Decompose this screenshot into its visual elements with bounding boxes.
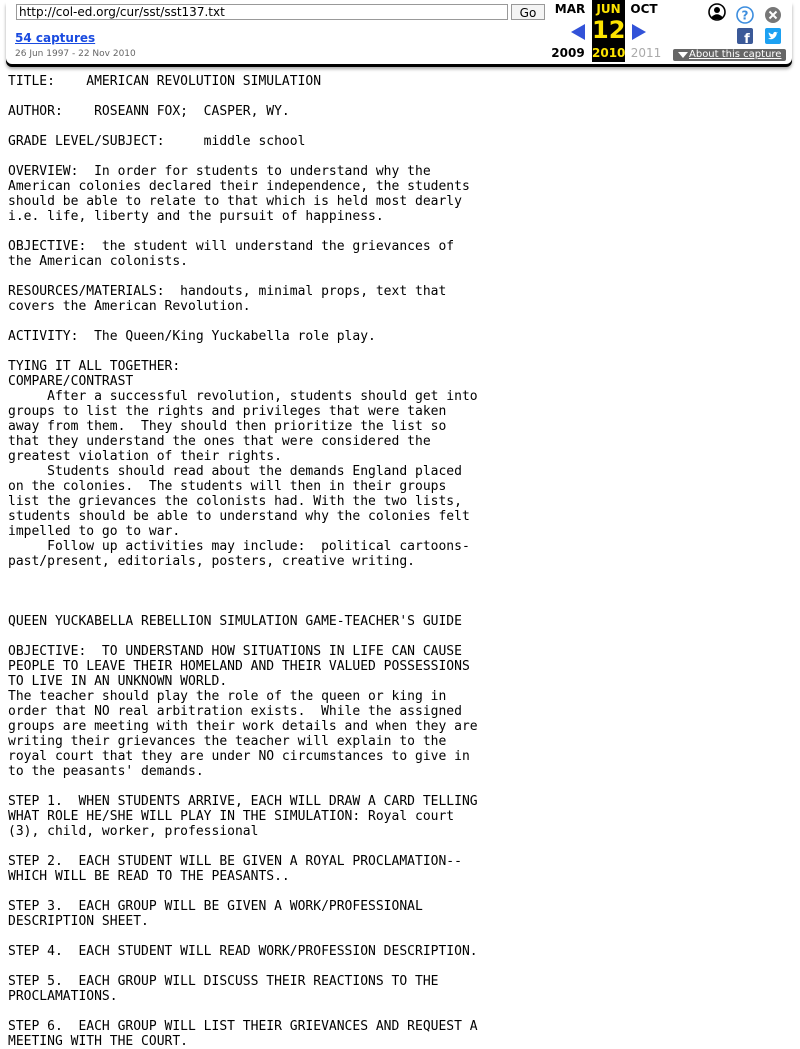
about-capture-button[interactable]: [673, 49, 786, 61]
help-icon[interactable]: [736, 6, 754, 24]
next-month-link[interactable]: OCT: [630, 2, 658, 16]
prev-year-link[interactable]: 2009: [551, 46, 585, 60]
prev-capture-arrow-icon[interactable]: [571, 24, 585, 40]
next-year: 2011: [630, 46, 662, 60]
go-button[interactable]: Go: [511, 4, 545, 20]
close-icon[interactable]: [764, 6, 782, 24]
svg-text:f: f: [744, 32, 750, 44]
prev-month-link[interactable]: MAR: [554, 2, 586, 16]
wayback-toolbar: [6, 0, 792, 64]
current-month: JUN: [596, 2, 621, 16]
capture-date-range: 26 Jun 1997 - 22 Nov 2010: [15, 49, 136, 59]
captures-link[interactable]: 54 captures: [15, 31, 96, 45]
current-year: 2010: [592, 46, 626, 60]
url-input[interactable]: [16, 4, 508, 20]
document-text: TITLE: AMERICAN REVOLUTION SIMULATION AUTHOR: ROSEANN FOX; CASPER, WY. GRADE LEVEL/SUBJECT: middle school OVERVIEW: In order for students to understand why the American colonies declared their independence, the students should be able to relate to that which is held most dearly i.e. life, liberty and the pursuit of happiness. OBJECTIVE: the student will understand the grievances of the American colonists. RESOURCES/MATERIALS: handouts, minimal props, text that covers the American Revolution. ACTIVITY: The Queen/King Yuckabella role play. TYING IT ALL TOGETHER: COMPARE/CONTRAST After a successful revolution, students should get into groups to list the rights and privileges that were taken away from them. They should then prioritize the list so that they understand the ones that were considered the greatest violation of their rights. Students should read about the demands England placed on the colonies. The students will then in their groups list the grievances the colonists had. With the two lists, students should be able to understand why the colonies felt impelled to go to war. Follow up activities may include: political cartoons- past/present, editorials, posters, creative writing. QUEEN YUCKABELLA REBELLION SIMULATION GAME-TEACHER'S GUIDE OBJECTIVE: TO UNDERSTAND HOW SITUATIONS IN LIFE CAN CAUSE PEOPLE TO LEAVE THEIR HOMELAND AND THEIR VALUED POSSESSIONS TO LIVE IN AN UNKNOWN WORLD. The teacher should play the role of the queen or king in order that NO real arbitration exists. While the assigned groups are meeting with their work details and when they are writing their grievances the teacher will explain to the royal court that they are under NO circumstances to give in to the peasants' demands. STEP 1. WHEN STUDENTS ARRIVE, EACH WILL DRAW A CARD TELLING WHAT ROLE HE/SHE WILL PLAY IN THE SIMULATION: Royal court (3), child, worker, professional STEP 2. EACH STUDENT WILL BE GIVEN A ROYAL PROCLAMATION-- WHICH WILL BE READ TO THE PEASANTS.. STEP 3. EACH GROUP WILL BE GIVEN A WORK/PROFESSIONAL DESCRIPTION SHEET. STEP 4. EACH STUDENT WILL READ WORK/PROFESSION DESCRIPTION. STEP 5. EACH GROUP WILL DISCUSS THEIR REACTIONS TO THE PROCLAMATIONS. STEP 6. EACH GROUP WILL LIST THEIR GRIEVANCES AND REQUEST A MEETING WITH THE COURT.: [8, 74, 478, 1049]
facebook-icon[interactable]: [737, 28, 753, 44]
current-day: 12: [592, 16, 626, 44]
twitter-icon[interactable]: [765, 28, 781, 44]
user-icon[interactable]: [708, 3, 726, 21]
next-capture-arrow-icon[interactable]: [632, 24, 646, 40]
triangle-down-icon: [678, 52, 688, 58]
svg-text:?: ?: [741, 8, 749, 23]
about-capture-label: About this capture: [689, 49, 782, 60]
